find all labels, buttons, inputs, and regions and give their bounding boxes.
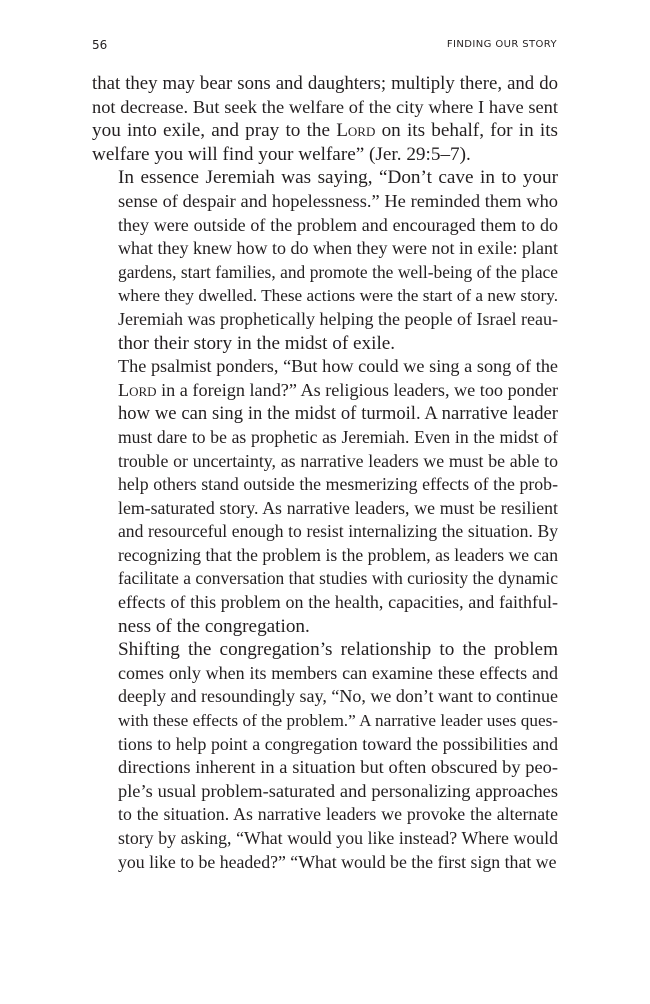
text-line: they were outside of the problem and encouraged them to do bbox=[118, 214, 558, 235]
text-line: recognizing that the problem is the problem, as leaders we can bbox=[118, 544, 558, 565]
text-line: that they may bear sons and daughters; multiply there, and do bbox=[92, 73, 558, 94]
text-line: Jeremiah was prophetically helping the people of Israel reau- bbox=[118, 308, 558, 329]
text-line: and resourceful enough to resist internalizing the situation. By bbox=[118, 521, 558, 542]
text-line: facilitate a conversation that studies with curiosity the dynamic bbox=[118, 568, 558, 589]
text-line: you into exile, and pray to the Lord on its behalf, for in its bbox=[92, 120, 558, 142]
text-line: how we can sing in the midst of turmoil. A narrative leader bbox=[118, 403, 558, 425]
paragraph bbox=[92, 355, 558, 638]
page-number: 56 bbox=[92, 38, 108, 52]
text-line: trouble or uncertainty, as narrative leaders we must be able to bbox=[118, 450, 558, 471]
running-title: FINDING OUR STORY bbox=[446, 39, 557, 50]
text-line: welfare you will find your welfare” (Jer. 29:5–7). bbox=[92, 143, 471, 165]
text-line: effects of this problem on the health, capacities, and faithful- bbox=[118, 592, 558, 613]
text-line: ness of the congregation. bbox=[118, 615, 310, 637]
text-line: comes only when its members can examine these effects and bbox=[118, 662, 558, 683]
text-line: where they dwelled. These actions were the start of a new story. bbox=[118, 286, 558, 306]
paragraph bbox=[92, 72, 558, 166]
text-line: sense of despair and hopelessness.” He reminded them who bbox=[118, 190, 558, 211]
text-line: not decrease. But seek the welfare of the city where I have sent bbox=[92, 96, 558, 117]
text-line: what they knew how to do when they were not in exile: plant bbox=[118, 238, 558, 259]
text-line: ple’s usual problem-saturated and personalizing approaches bbox=[118, 780, 558, 801]
text-line: The psalmist ponders, “But how could we sing a song of the bbox=[118, 356, 558, 377]
text-line: must dare to be as prophetic as Jeremiah. Even in the midst of bbox=[118, 426, 558, 447]
text-line: thor their story in the midst of exile. bbox=[118, 332, 396, 354]
text-line: gardens, start families, and promote the well-being of the place bbox=[118, 261, 558, 282]
text-line: lem-saturated story. As narrative leaders, we must be resilient bbox=[118, 497, 558, 518]
text-line: story by asking, “What would you like instead? Where would bbox=[118, 828, 558, 848]
text-line: Shifting the congregation’s relationship to the problem bbox=[118, 639, 558, 661]
text-line: In essence Jeremiah was saying, “Don’t cave in to your bbox=[118, 167, 558, 189]
text-line: directions inherent in a situation but often obscured by peo- bbox=[118, 757, 558, 778]
text-line: you like to be headed?” “What would be the first sign that we bbox=[118, 851, 557, 872]
running-head bbox=[92, 38, 557, 54]
paragraph bbox=[92, 638, 558, 874]
text-line: with these effects of the problem.” A narrative leader uses ques- bbox=[118, 711, 558, 731]
body-text bbox=[92, 72, 558, 874]
text-line: deeply and resoundingly say, “No, we don’t want to continue bbox=[118, 686, 558, 707]
text-line: tions to help point a congregation toward the possibilities and bbox=[118, 733, 558, 754]
text-line: to the situation. As narrative leaders we provoke the alternate bbox=[118, 804, 558, 825]
paragraph bbox=[92, 166, 558, 355]
text-line: Lord in a foreign land?” As religious leaders, we too ponder bbox=[118, 379, 559, 400]
text-line: help others stand outside the mesmerizing effects of the prob- bbox=[118, 474, 558, 495]
